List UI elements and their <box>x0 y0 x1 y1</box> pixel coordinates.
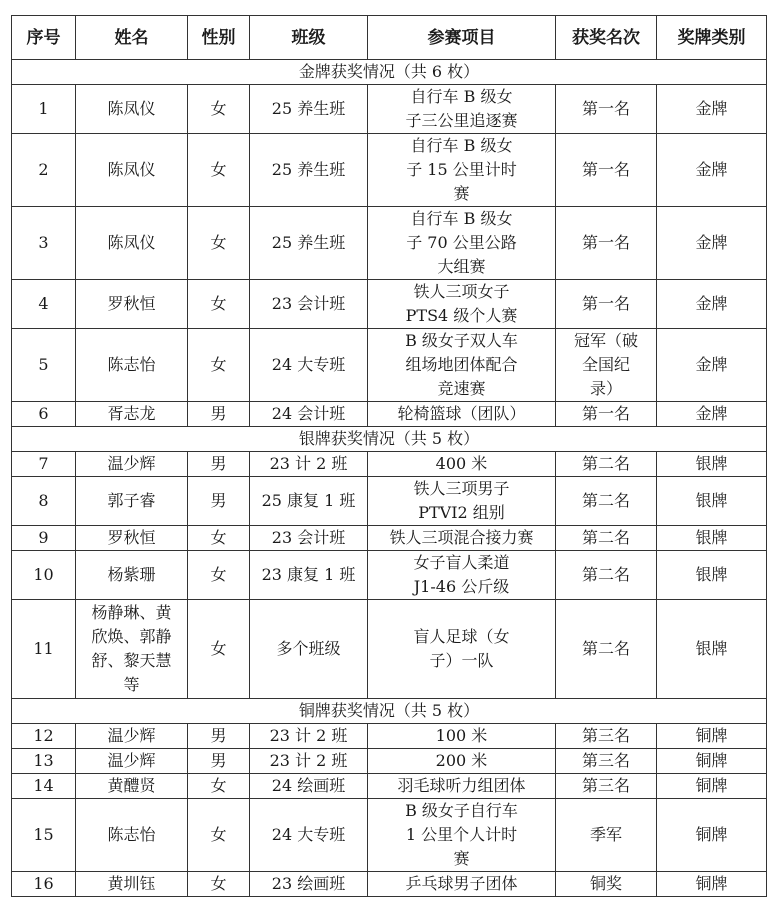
cell-no: 13 <box>12 749 76 774</box>
cell-event <box>368 85 556 134</box>
cell-name: 陈凤仪 <box>76 207 188 280</box>
section-row-bronze <box>12 699 767 724</box>
cell-no: 9 <box>12 526 76 551</box>
cell-medal: 金牌 <box>657 207 767 280</box>
cell-event <box>368 600 556 699</box>
cell-class: 23 会计班 <box>250 526 368 551</box>
cell-no: 6 <box>12 402 76 427</box>
cell-no: 16 <box>12 872 76 897</box>
cell-rank: 第一名 <box>556 85 657 134</box>
cell-event-text: B 级女子自行车 1 公里个人计时赛 <box>405 801 518 868</box>
cell-class: 25 养生班 <box>250 85 368 134</box>
cell-no: 1 <box>12 85 76 134</box>
table-row <box>12 774 767 799</box>
cell-event-text: 盲人足球（女子）一队 <box>413 627 510 670</box>
cell-event <box>368 477 556 526</box>
header-gender: 性别 <box>188 16 250 60</box>
cell-no: 11 <box>12 600 76 699</box>
cell-medal: 金牌 <box>657 85 767 134</box>
cell-medal: 铜牌 <box>657 749 767 774</box>
cell-name: 陈凤仪 <box>76 85 188 134</box>
cell-name <box>76 600 188 699</box>
cell-gender: 女 <box>188 526 250 551</box>
cell-event <box>368 134 556 207</box>
cell-class: 24 会计班 <box>250 402 368 427</box>
cell-class: 25 养生班 <box>250 134 368 207</box>
table-row <box>12 329 767 402</box>
cell-gender: 男 <box>188 749 250 774</box>
cell-medal: 铜牌 <box>657 724 767 749</box>
section-title-bronze: 铜牌获奖情况（共 5 枚） <box>12 699 767 724</box>
cell-medal: 铜牌 <box>657 872 767 897</box>
cell-event <box>368 329 556 402</box>
cell-medal: 金牌 <box>657 280 767 329</box>
cell-gender: 女 <box>188 85 250 134</box>
cell-medal: 铜牌 <box>657 774 767 799</box>
table-row <box>12 724 767 749</box>
cell-class: 24 绘画班 <box>250 774 368 799</box>
cell-name-text: 杨静琳、黄欣焕、郭静舒、黎天慧等 <box>91 603 172 694</box>
cell-name: 罗秋恒 <box>76 526 188 551</box>
cell-event-text: 铁人三项女子 PTS4 级个人赛 <box>405 282 518 325</box>
cell-medal: 银牌 <box>657 526 767 551</box>
cell-class: 25 康复 1 班 <box>250 477 368 526</box>
cell-class: 23 绘画班 <box>250 872 368 897</box>
cell-medal: 银牌 <box>657 600 767 699</box>
section-title-silver: 银牌获奖情况（共 5 枚） <box>12 427 767 452</box>
table-row <box>12 85 767 134</box>
cell-name: 温少辉 <box>76 724 188 749</box>
cell-medal: 金牌 <box>657 402 767 427</box>
cell-no: 5 <box>12 329 76 402</box>
table-row <box>12 477 767 526</box>
cell-name: 温少辉 <box>76 749 188 774</box>
table-row <box>12 600 767 699</box>
cell-gender: 女 <box>188 872 250 897</box>
cell-rank: 第二名 <box>556 526 657 551</box>
cell-event: 乒乓球男子团体 <box>368 872 556 897</box>
cell-class: 23 计 2 班 <box>250 452 368 477</box>
cell-event-text: 自行车 B 级女子三公里追逐赛 <box>405 87 518 130</box>
cell-name: 黄醴贤 <box>76 774 188 799</box>
cell-rank: 第一名 <box>556 280 657 329</box>
section-row-gold <box>12 60 767 85</box>
cell-gender: 女 <box>188 329 250 402</box>
cell-no: 10 <box>12 551 76 600</box>
cell-class: 24 大专班 <box>250 329 368 402</box>
table-row <box>12 799 767 872</box>
cell-rank: 第二名 <box>556 477 657 526</box>
cell-gender: 女 <box>188 280 250 329</box>
cell-name: 郭子睿 <box>76 477 188 526</box>
cell-event-text: 女子盲人柔道 J1-46 公斤级 <box>413 553 510 596</box>
medal-table <box>11 15 767 897</box>
cell-rank: 第二名 <box>556 551 657 600</box>
cell-medal: 银牌 <box>657 477 767 526</box>
cell-event-text: 自行车 B 级女子 70 公里公路大组赛 <box>406 209 517 276</box>
header-name: 姓名 <box>76 16 188 60</box>
table-row <box>12 872 767 897</box>
cell-gender: 女 <box>188 207 250 280</box>
cell-rank: 季军 <box>556 799 657 872</box>
cell-rank: 第三名 <box>556 774 657 799</box>
cell-event <box>368 280 556 329</box>
cell-name: 杨紫珊 <box>76 551 188 600</box>
cell-event: 400 米 <box>368 452 556 477</box>
cell-event: 200 米 <box>368 749 556 774</box>
cell-no: 8 <box>12 477 76 526</box>
cell-event-text: B 级女子双人车组场地团体配合竞速赛 <box>405 331 518 398</box>
cell-rank: 第一名 <box>556 402 657 427</box>
cell-class: 23 计 2 班 <box>250 724 368 749</box>
cell-class: 24 大专班 <box>250 799 368 872</box>
cell-event: 铁人三项混合接力赛 <box>368 526 556 551</box>
table-row <box>12 280 767 329</box>
section-title-gold: 金牌获奖情况（共 6 枚） <box>12 60 767 85</box>
cell-event <box>368 207 556 280</box>
cell-gender: 男 <box>188 477 250 526</box>
cell-medal: 金牌 <box>657 329 767 402</box>
cell-gender: 男 <box>188 452 250 477</box>
header-row <box>12 16 767 60</box>
cell-name: 温少辉 <box>76 452 188 477</box>
table-row <box>12 526 767 551</box>
cell-name: 胥志龙 <box>76 402 188 427</box>
cell-class: 23 会计班 <box>250 280 368 329</box>
cell-rank: 铜奖 <box>556 872 657 897</box>
cell-medal: 金牌 <box>657 134 767 207</box>
cell-rank-text: 冠军（破全国纪录） <box>573 331 638 398</box>
cell-rank: 第二名 <box>556 452 657 477</box>
cell-name: 罗秋恒 <box>76 280 188 329</box>
cell-rank: 第三名 <box>556 749 657 774</box>
cell-no: 2 <box>12 134 76 207</box>
cell-rank: 第一名 <box>556 207 657 280</box>
cell-gender: 女 <box>188 551 250 600</box>
cell-class: 23 计 2 班 <box>250 749 368 774</box>
cell-no: 7 <box>12 452 76 477</box>
cell-rank: 第一名 <box>556 134 657 207</box>
cell-event <box>368 551 556 600</box>
cell-gender: 男 <box>188 724 250 749</box>
cell-event: 100 米 <box>368 724 556 749</box>
cell-class: 23 康复 1 班 <box>250 551 368 600</box>
header-no: 序号 <box>12 16 76 60</box>
cell-gender: 女 <box>188 600 250 699</box>
cell-no: 3 <box>12 207 76 280</box>
table-row <box>12 402 767 427</box>
cell-gender: 女 <box>188 134 250 207</box>
cell-event <box>368 799 556 872</box>
table-row <box>12 551 767 600</box>
cell-name: 陈志怡 <box>76 799 188 872</box>
table-row <box>12 749 767 774</box>
cell-medal: 银牌 <box>657 551 767 600</box>
cell-medal: 银牌 <box>657 452 767 477</box>
cell-rank: 第三名 <box>556 724 657 749</box>
cell-name: 陈志怡 <box>76 329 188 402</box>
table-row <box>12 207 767 280</box>
header-event: 参赛项目 <box>368 16 556 60</box>
table-row <box>12 134 767 207</box>
cell-name: 黄圳钰 <box>76 872 188 897</box>
cell-gender: 女 <box>188 774 250 799</box>
header-medal: 奖牌类别 <box>657 16 767 60</box>
cell-event: 羽毛球听力组团体 <box>368 774 556 799</box>
cell-event-text: 自行车 B 级女子 15 公里计时赛 <box>406 136 517 203</box>
cell-event: 轮椅篮球（团队） <box>368 402 556 427</box>
cell-gender: 男 <box>188 402 250 427</box>
cell-event-text: 铁人三项男子 PTVI2 组别 <box>413 479 510 522</box>
cell-no: 14 <box>12 774 76 799</box>
cell-class: 25 养生班 <box>250 207 368 280</box>
header-class: 班级 <box>250 16 368 60</box>
header-rank: 获奖名次 <box>556 16 657 60</box>
cell-no: 4 <box>12 280 76 329</box>
cell-medal: 铜牌 <box>657 799 767 872</box>
cell-no: 12 <box>12 724 76 749</box>
table-row <box>12 452 767 477</box>
cell-gender: 女 <box>188 799 250 872</box>
cell-rank <box>556 329 657 402</box>
cell-rank: 第二名 <box>556 600 657 699</box>
cell-class: 多个班级 <box>250 600 368 699</box>
cell-no: 15 <box>12 799 76 872</box>
cell-name: 陈凤仪 <box>76 134 188 207</box>
section-row-silver <box>12 427 767 452</box>
